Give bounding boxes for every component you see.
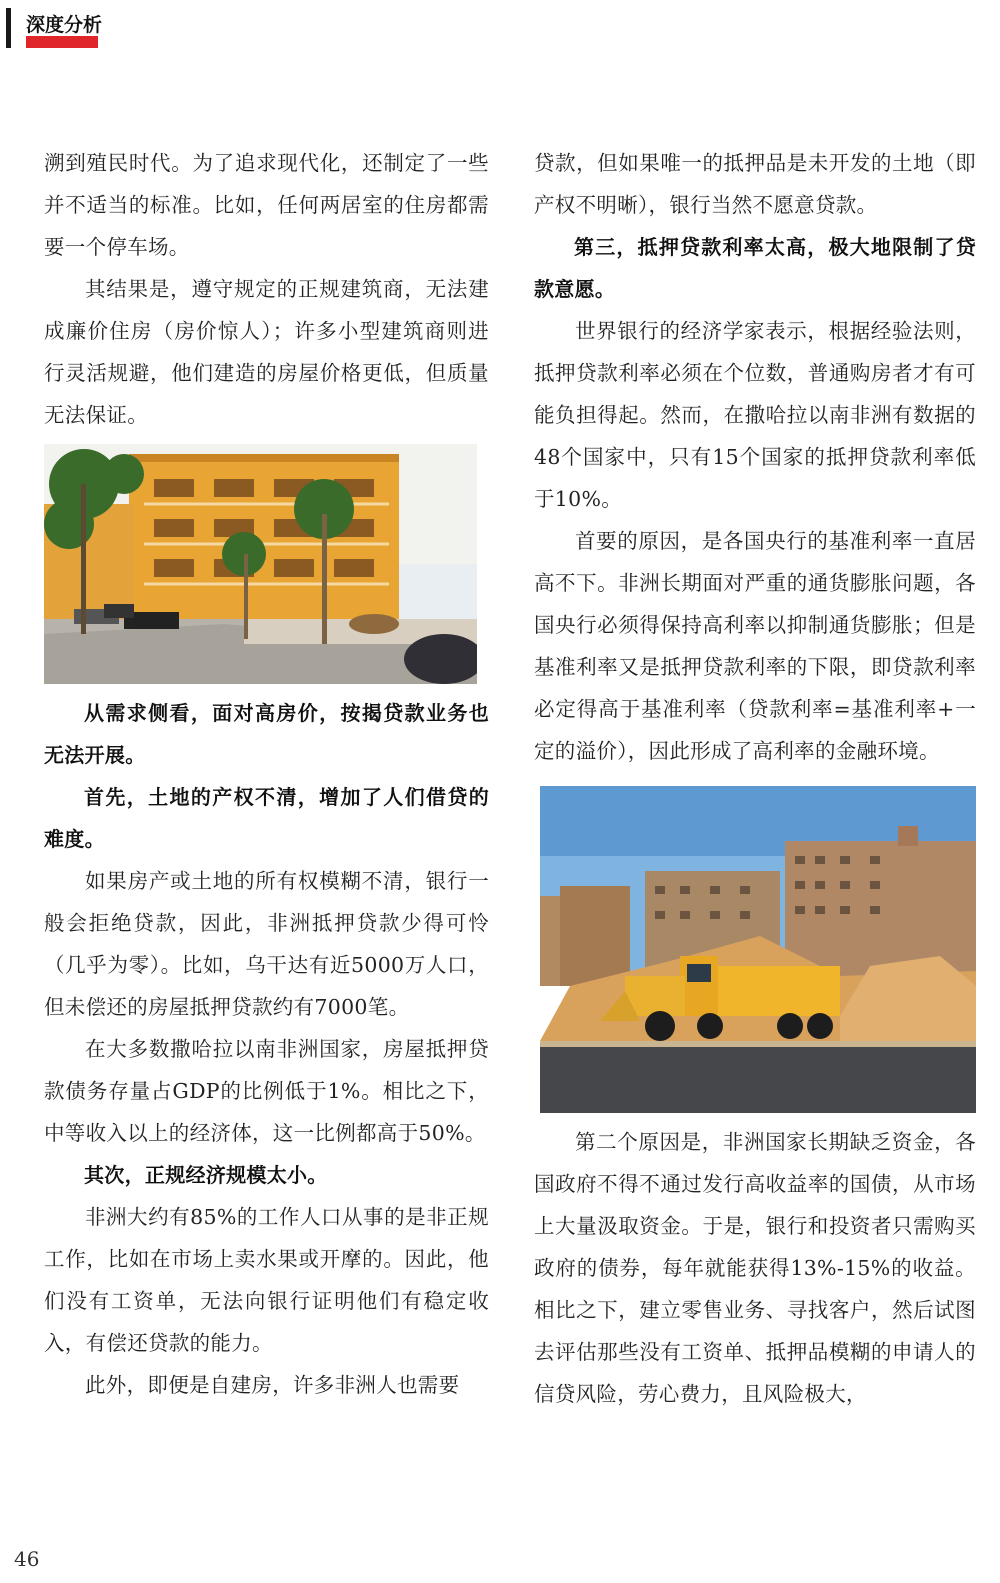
photo-construction-truck <box>540 786 976 1113</box>
subheading: 首先，土地的产权不清，增加了人们借贷的难度。 <box>44 785 489 851</box>
photo-yellow-apartments <box>44 444 477 684</box>
construction-truck-image <box>540 786 976 1113</box>
paragraph: 此外，即便是自建房，许多非洲人也需要 <box>85 1373 460 1397</box>
paragraph: 在大多数撒哈拉以南非洲国家，房屋抵押贷款债务存量占GDP的比例低于1%。相比之下，中等收入以上的经济体，这一比例都高于50%。 <box>44 1037 489 1145</box>
yellow-apartments-image <box>44 444 477 684</box>
section-label: 深度分析 <box>26 14 103 36</box>
left-column-top-text <box>44 142 489 436</box>
left-column <box>44 142 489 1406</box>
subheading: 从需求侧看，面对高房价，按揭贷款业务也无法开展。 <box>44 701 489 767</box>
paragraph: 首要的原因，是各国央行的基准利率一直居高不下。非洲长期面对严重的通货膨胀问题，各国央行必须得保持高利率以抑制通货膨胀；但是基准利率又是抵押贷款利率的下限，即贷款利率必定得高于基准利率（贷款利率=基准利率+一定的溢价），因此形成了高利率的金融环境。 <box>534 529 976 763</box>
paragraph: 如果房产或土地的所有权模糊不清，银行一般会拒绝贷款，因此，非洲抵押贷款少得可怜（几乎为零）。比如，乌干达有近5000万人口，但未偿还的房屋抵押贷款约有7000笔。 <box>44 869 489 1019</box>
right-column-bottom-text <box>534 1121 976 1415</box>
right-column <box>534 142 976 1415</box>
subheading: 其次，正规经济规模太小。 <box>84 1163 328 1187</box>
paragraph: 非洲大约有85%的工作人口从事的是非正规工作，比如在市场上卖水果或开摩的。因此，他们没有工资单，无法向银行证明他们有稳定收入，有偿还贷款的能力。 <box>44 1205 489 1355</box>
right-column-top-text <box>534 142 976 772</box>
section-bar <box>6 8 11 48</box>
section-underline <box>26 36 98 48</box>
paragraph: 贷款，但如果唯一的抵押品是未开发的土地（即产权不明晰），银行当然不愿意贷款。 <box>534 151 976 217</box>
left-column-bottom-text <box>44 692 489 1406</box>
paragraph: 第二个原因是，非洲国家长期缺乏资金，各国政府不得不通过发行高收益率的国债，从市场上大量汲取资金。于是，银行和投资者只需购买政府的债券，每年就能获得13%-15%的收益。相比之下，建立零售业务、寻找客户，然后试图去评估那些没有工资单、抵押品模糊的申请人的信贷风险，劳心费力，且风险极大， <box>534 1130 976 1406</box>
subheading: 第三，抵押贷款利率太高，极大地限制了贷款意愿。 <box>534 235 976 301</box>
paragraph: 世界银行的经济学家表示，根据经验法则，抵押贷款利率必须在个位数，普通购房者才有可能负担得起。然而，在撒哈拉以南非洲有数据的48个国家中，只有15个国家的抵押贷款利率低于10%。 <box>534 319 976 511</box>
page-number: 46 <box>14 1547 40 1571</box>
paragraph: 其结果是，遵守规定的正规建筑商，无法建成廉价住房（房价惊人）；许多小型建筑商则进行灵活规避，他们建造的房屋价格更低，但质量无法保证。 <box>44 277 489 427</box>
paragraph: 溯到殖民时代。为了追求现代化，还制定了一些并不适当的标准。比如，任何两居室的住房都需要一个停车场。 <box>44 151 489 259</box>
